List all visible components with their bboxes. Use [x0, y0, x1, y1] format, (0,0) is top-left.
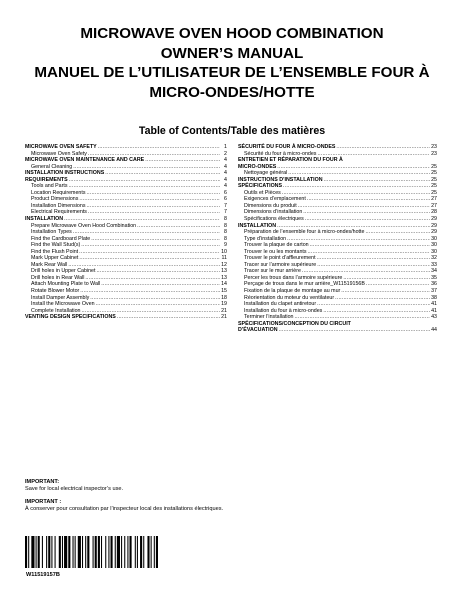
toc-entry-page: 37: [431, 288, 437, 295]
toc-entry-label: Outils et Pièces: [244, 189, 281, 196]
barcode-bar: [73, 536, 74, 568]
barcode-bar: [124, 536, 125, 568]
toc-entry-page: 13: [221, 274, 227, 281]
toc-entry-label: Location Requirements: [31, 189, 86, 196]
toc-entry-page: 23: [431, 150, 437, 157]
barcode-bar: [154, 536, 155, 568]
toc-entry-page: 18: [221, 294, 227, 301]
toc-entry-page: 14: [221, 281, 227, 288]
toc-entry-page: 9: [224, 242, 227, 249]
toc-entry-page: 4: [224, 163, 227, 170]
toc-entry-label: Sécurité du four à micro-ondes: [244, 150, 317, 157]
toc-entry-page: 21: [221, 307, 227, 314]
barcode-bar: [140, 536, 142, 568]
toc-entry-label: Perçage de trous dans le mur arrière_W11519156B: [244, 281, 365, 288]
toc-entry-label: Install Damper Assembly: [31, 294, 90, 301]
barcode-bar: [38, 536, 40, 568]
barcode-bar: [48, 536, 50, 568]
toc-entry-page: 8: [224, 222, 227, 229]
toc-entry-label: Tracer sur le mur arrière: [244, 268, 301, 275]
toc-entry-page: 25: [431, 176, 437, 183]
toc-entry-page: 6: [224, 196, 227, 203]
toc-entry-label: Complete Installation: [31, 307, 81, 314]
toc-entry-page: 27: [431, 202, 437, 209]
toc-entry-page: 29: [431, 222, 437, 229]
barcode-bar: [42, 536, 43, 568]
toc-entry-page: 4: [224, 176, 227, 183]
toc-entry-label: Install the Microwave Oven: [31, 301, 95, 308]
toc-entry-label: General Cleaning: [31, 163, 73, 170]
toc-entry-label: Find the Flush Point: [31, 248, 79, 255]
toc-heading: Table of Contents/Table des matières: [138, 125, 326, 137]
barcode-bar: [127, 536, 128, 568]
toc-column-english: [25, 144, 227, 321]
toc-entry-label: SPÉCIFICATIONS/CONCEPTION DU CIRCUIT: [238, 320, 351, 327]
barcode-bar: [62, 536, 63, 568]
toc-entry-label: Tools and Parts: [31, 183, 68, 190]
toc-entry-page: 2: [224, 150, 227, 157]
toc-entry-label: Mark Upper Cabinet: [31, 255, 79, 262]
toc-entry-label: Dimensions du produit: [244, 202, 297, 209]
note-text-french: À conserver pour consultation par l’inspecteur local des installations électriques.: [25, 506, 224, 513]
toc-entry-page: 19: [221, 301, 227, 308]
note-heading-english: IMPORTANT:: [25, 479, 60, 485]
toc-entry-label: VENTING DESIGN SPECIFICATIONS: [25, 314, 116, 321]
toc-entry-page: 43: [431, 314, 437, 321]
title-line-2: OWNER’S MANUAL: [160, 44, 304, 62]
barcode-bar: [137, 536, 138, 568]
toc-entry-page: 15: [221, 288, 227, 295]
toc-entry-page: 27: [431, 196, 437, 203]
barcode-bar: [87, 536, 89, 568]
barcode-bar: [101, 536, 102, 568]
toc-entry-label: Rotate Blower Motor: [31, 288, 80, 295]
barcode-bar: [130, 536, 132, 568]
toc-entry-page: 4: [224, 183, 227, 190]
barcode-bar: [51, 536, 52, 568]
toc-column-french: [238, 144, 437, 334]
toc-entry-page: 10: [221, 248, 227, 255]
toc-entry-label: Nettoyage général: [244, 170, 288, 177]
barcode-bar: [82, 536, 83, 568]
barcode-bar: [105, 536, 106, 568]
barcode-bar: [75, 536, 76, 568]
toc-leader-dots: [279, 327, 430, 334]
title-line-3: MANUEL DE L’UTILISATEUR DE L’ENSEMBLE FOUR À: [34, 64, 430, 81]
barcode-bar: [117, 536, 120, 568]
barcode-bar: [147, 536, 149, 568]
part-number: W11519157B: [26, 572, 60, 578]
toc-entry-page: 30: [431, 248, 437, 255]
toc-entry-label: INSTRUCTIONS D’INSTALLATION: [238, 176, 323, 183]
toc-entry-label: INSTALLATION: [238, 222, 277, 229]
note-text-english: Save for local electrical inspector’s use.: [25, 486, 124, 493]
barcode-bar: [108, 536, 109, 568]
toc-entry-label: MICROWAVE OVEN SAFETY: [25, 144, 97, 150]
toc-entry-label: SÉCURITÉ DU FOUR À MICRO-ONDES: [238, 144, 336, 150]
toc-entry-label: Trouver la plaque de carton: [244, 242, 309, 249]
toc-entry-page: 25: [431, 170, 437, 177]
toc-entry-page: 30: [431, 235, 437, 242]
toc-entry-label: Tracer sur l’armoire supérieure: [244, 261, 317, 268]
barcode-bar: [46, 536, 47, 568]
toc-entry-page: 36: [431, 281, 437, 288]
toc-entry-label: Product Dimensions: [31, 196, 79, 203]
toc-entry-label: Attach Mounting Plate to Wall: [31, 281, 101, 288]
toc-entry-label: Installation du four à micro-ondes: [244, 307, 323, 314]
barcode-bar: [55, 536, 56, 568]
toc-entry-label: Percer les trous dans l’armoire supérieure: [244, 274, 343, 281]
toc-entry-page: 41: [431, 307, 437, 314]
document-title: [0, 24, 464, 102]
toc-entry-page: 11: [221, 255, 227, 262]
toc-entry-label: Installation Dimensions: [31, 202, 86, 209]
toc-entry-page: 41: [431, 301, 437, 308]
barcode-bar: [85, 536, 86, 568]
toc-entry-label: Mark Rear Wall: [31, 261, 68, 268]
toc-entry-label: Find the Cardboard Plate: [31, 235, 91, 242]
toc-entry-label: Spécifications électriques: [244, 216, 304, 223]
title-line-1: MICROWAVE OVEN HOOD COMBINATION: [80, 25, 384, 42]
barcode-bar: [36, 536, 37, 568]
toc-entry-page: 29: [431, 216, 437, 223]
barcode-bar: [68, 536, 70, 568]
toc-entry-page: 25: [431, 183, 437, 190]
toc-entry-page: 44: [431, 327, 437, 334]
toc-entry-label: SPÉCIFICATIONS: [238, 183, 283, 190]
toc-entry-page: 34: [431, 268, 437, 275]
toc-entry-page: 38: [431, 294, 437, 301]
toc-entry-page: 13: [221, 268, 227, 275]
barcode-bar: [31, 536, 34, 568]
toc-entry-label: Installation Types: [31, 229, 72, 236]
toc-entry-page: 4: [224, 157, 227, 164]
toc-entry-page: 1: [224, 144, 227, 150]
toc-entry-page: 32: [431, 255, 437, 262]
barcode-bar: [143, 536, 144, 568]
toc-entry-page: 25: [431, 189, 437, 196]
barcode-bar: [121, 536, 122, 568]
toc-entry-label: Electrical Requirements: [31, 209, 87, 216]
toc-entry-page: 8: [224, 216, 227, 223]
barcode-bar: [93, 536, 94, 568]
toc-entry-page: 35: [431, 274, 437, 281]
toc-entry-label: Exigences d’emplacement: [244, 196, 306, 203]
barcode-bar: [28, 536, 29, 568]
toc-entry-page: 8: [224, 229, 227, 236]
toc-entry-label: Find the Wall Stud(s): [31, 242, 81, 249]
toc-entry-page: 6: [224, 189, 227, 196]
toc-entry-label: Trouver le ou les montants: [244, 248, 307, 255]
toc-entry-label: Microwave Oven Safety: [31, 150, 87, 157]
toc-entry-label: D’ÉVACUATION: [238, 327, 278, 334]
toc-entry-label: Installation du clapet antiretour: [244, 301, 317, 308]
important-notes: [25, 479, 445, 514]
toc-entry-page: 4: [224, 170, 227, 177]
toc-entry-page: 12: [221, 261, 227, 268]
barcode-bar: [111, 536, 113, 568]
toc-entry-label: Drill holes in Rear Wall: [31, 274, 85, 281]
barcode-bar: [135, 536, 136, 568]
note-heading-french: IMPORTANT :: [25, 498, 62, 505]
toc-entry-label: INSTALLATION: [25, 216, 64, 223]
toc-entry-label: Fixation de la plaque de montage au mur: [244, 288, 341, 295]
toc-entry-page: 7: [224, 202, 227, 209]
barcode-bar: [156, 536, 158, 568]
toc-entry-page: 29: [431, 229, 437, 236]
toc-entry-label: Type d’installation: [244, 235, 287, 242]
barcode-bar: [78, 536, 81, 568]
toc-entry[interactable]: [25, 314, 227, 321]
toc-entry-label: Dimensions d’installation: [244, 209, 303, 216]
barcode-bar: [151, 536, 152, 568]
toc-entry-label: MICROWAVE OVEN MAINTENANCE AND CARE: [25, 157, 145, 164]
toc-entry-label: Terminer l’installation: [244, 314, 294, 321]
barcode-bar: [25, 536, 27, 568]
toc-entry-label: ENTRETIEN ET RÉPARATION DU FOUR À: [238, 157, 343, 164]
toc-entry-page: 21: [221, 314, 227, 321]
toc-entry-label: REQUIREMENTS: [25, 176, 68, 183]
barcode-bar: [59, 536, 61, 568]
toc-entry-label: Trouver le point d’affleurement: [244, 255, 316, 262]
barcode-bar: [115, 536, 116, 568]
barcode: [25, 536, 158, 568]
toc-entry-label: MICRO-ONDES: [238, 163, 277, 170]
toc-entry-label: INSTALLATION INSTRUCTIONS: [25, 170, 105, 177]
toc-entry-label: Préparation de l’ensemble four à micro-ondes/hotte: [244, 229, 365, 236]
barcode-bar: [98, 536, 100, 568]
title-line-4: MICRO-ONDES/HOTTE: [149, 83, 315, 101]
toc-entry[interactable]: [238, 327, 437, 334]
toc-entry-page: 23: [431, 144, 437, 150]
barcode-bar: [95, 536, 97, 568]
toc-entry-page: 33: [431, 261, 437, 268]
toc-entry-page: 7: [224, 209, 227, 216]
toc-entry-page: 8: [224, 235, 227, 242]
toc-entry-label: Prepare Microwave Oven Hood Combination: [31, 222, 137, 229]
toc-entry-label: Drill holes in Upper Cabinet: [31, 268, 96, 275]
toc-entry-page: 25: [431, 163, 437, 170]
toc-entry-page: 28: [431, 209, 437, 216]
barcode-bar: [64, 536, 67, 568]
toc-entry-page: 30: [431, 242, 437, 249]
toc-leader-dots: [117, 314, 220, 321]
toc-entry-label: Réorientation du moteur du ventilateur: [244, 294, 335, 301]
